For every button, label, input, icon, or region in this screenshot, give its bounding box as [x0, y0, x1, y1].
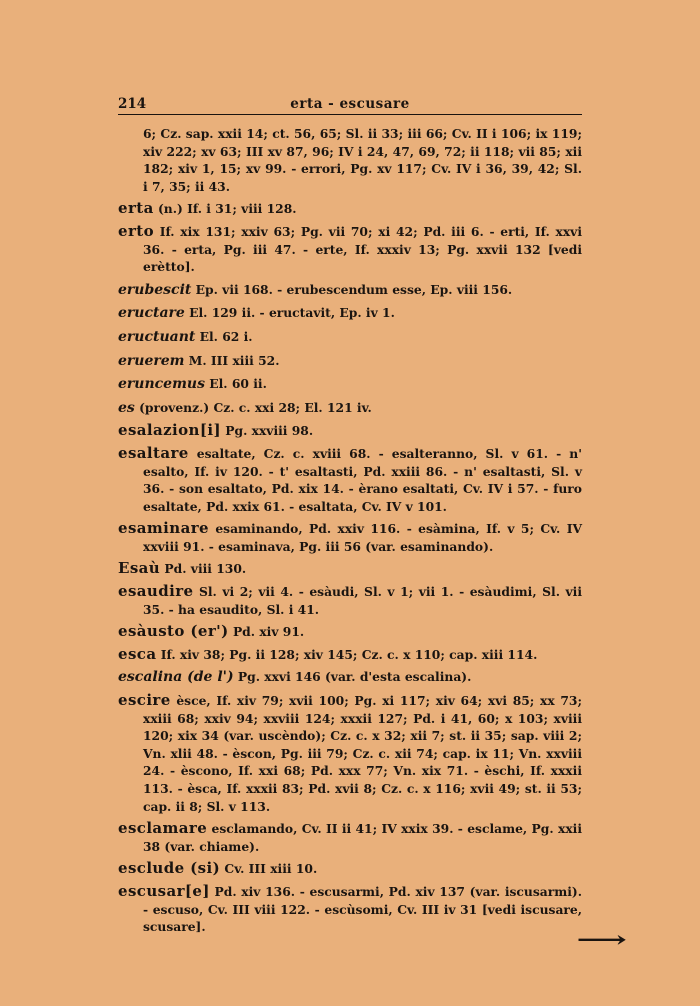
dictionary-entry [118, 304, 582, 323]
dictionary-entry [118, 200, 582, 218]
entry-citations: If. xix 131; xxiv 63; Pg. vii 70; xi 42; Pd. iii 6. - erti, If. xxvi 36. - erta, Pg. iii 47. - erte, If. xxxiv 13; Pg. xxvii 132 [vedi erètto]. [143, 223, 582, 275]
entry-citations: El. 62 i. [199, 328, 253, 344]
running-title: erta - escusare [290, 96, 410, 112]
entry-citations: Pg. xxvi 146 (var. d'esta escalina). [237, 669, 472, 685]
dictionary-entry [118, 860, 582, 878]
dictionary-entry [118, 281, 582, 300]
entry-lemma: eruerem [118, 352, 185, 369]
dictionary-entry [118, 399, 582, 418]
dictionary-entry [118, 560, 582, 578]
entry-lemma: esclude (si) [118, 859, 221, 878]
dictionary-entry [118, 623, 582, 641]
entry-citations: esaminando, Pd. xxiv 116. - esàmina, If. v 5; Cv. IV xxviii 91. - esaminava, Pg. iii 56 (var. esaminando). [143, 521, 583, 554]
entry-lemma: escire [118, 691, 171, 710]
entry-citations: Pd. xiv 136. - escusarmi, Pd. xiv 137 (var. iscusarmi). - escuso, Cv. III viii 122. - escùsomi, Cv. III iv 31 [vedi iscusare, scusare]. [143, 883, 583, 935]
entry-citations: 6; Cz. sap. xxii 14; ct. 56, 65; Sl. ii 33; iii 66; Cv. II i 106; ix 119; xiv 222; xv 63; III xv 87, 96; IV i 24, 47, 69, 72; ii 118; vii 85; xii 182; xiv 1, 15; xv 99. - errori, Pg. xv 117; Cv. IV i 36, 39, 42; Sl. i 7, 35; ii 43. [143, 126, 582, 194]
entry-lemma: erta [118, 199, 154, 218]
entry-lemma: esaudire [118, 582, 194, 601]
dictionary-entry [118, 445, 582, 515]
dictionary-page [118, 96, 582, 941]
entry-lemma: es [118, 399, 135, 416]
dictionary-entry [118, 820, 582, 855]
entry-lemma: esaltare [118, 443, 189, 462]
entry-citations: èsce, If. xiv 79; xvii 100; Pg. xi 117; xiv 64; xvi 85; xx 73; xxiii 68; xxiv 94; xxviii 124; xxxii 127; Pd. i 41, 60; x 103; xviii 120; xix 34 (var. uscèndo); Cz. c. x 32; xii 7; st. ii 35; sap. viii 2; Vn. xlii 48. - èscon, Pg. iii 79; Cz. c. xii 74; cap. ix 11; Vn. xxviii 24. - èscono, If. xxi 68; Pd. xxx 77; Vn. xix 71. - èschi, If. xxxii 113. - èsca, If. xxxii 83; Pd. xvii 8; Cz. c. x 116; xvii 49; st. ii 53; cap. ii 8; Sl. v 113. [143, 693, 582, 814]
entry-citations: Pd. xiv 91. [232, 624, 305, 640]
dictionary-entry [118, 668, 582, 687]
entry-citations: Sl. vi 2; vii 4. - esàudi, Sl. v 1; vii 1. - esàudimi, Sl. vii 35. - ha esaudito, Sl. i 41. [143, 584, 582, 617]
entry-lemma: escalina (de l') [118, 669, 234, 686]
entry-continuation [118, 125, 582, 195]
entry-lemma: erubescit [118, 281, 192, 298]
dictionary-entry [118, 520, 582, 555]
hand-pointer-mark: ⟶ [576, 927, 628, 953]
entry-citations: Ep. vii 168. - erubescendum esse, Ep. viii 156. [195, 281, 513, 297]
entry-list [118, 125, 582, 936]
entry-citations: If. xiv 38; Pg. ii 128; xiv 145; Cz. c. x 110; cap. xiii 114. [160, 646, 538, 662]
dictionary-entry [118, 883, 582, 936]
dictionary-entry [118, 422, 582, 440]
entry-lemma: escusar[e] [118, 881, 210, 900]
entry-lemma: esca [118, 644, 157, 663]
entry-lemma: esclamare [118, 819, 208, 838]
dictionary-entry [118, 646, 582, 664]
dictionary-entry [118, 375, 582, 394]
entry-lemma: esalazion[i] [118, 421, 221, 440]
dictionary-entry [118, 352, 582, 371]
dictionary-entry [118, 328, 582, 347]
entry-lemma: eructare [118, 305, 185, 322]
page-header [118, 96, 582, 115]
entry-citations: Cv. III xiii 10. [224, 861, 318, 877]
entry-lemma: esàusto (er') [118, 622, 229, 641]
entry-citations: (provenz.) Cz. c. xxi 28; El. 121 iv. [139, 399, 372, 415]
dictionary-entry [118, 583, 582, 618]
entry-lemma: erto [118, 221, 154, 240]
entry-citations: Pd. viii 130. [164, 561, 247, 577]
page-number: 214 [118, 96, 147, 112]
entry-citations: El. 129 ii. - eructavit, Ep. iv 1. [189, 305, 395, 321]
entry-citations: M. III xiii 52. [188, 352, 280, 368]
entry-citations: esaltate, Cz. c. xviii 68. - esalteranno, Sl. v 61. - n' esalto, If. iv 120. - t' esaltasti, Pd. xxiii 86. - n' esaltasti, Sl. v 36. - son esaltato, Pd. xix 14. - èrano esaltati, Cv. IV i 57. - furo esaltate, Pd. xxix 61. - esaltata, Cv. IV v 101. [143, 445, 583, 514]
entry-citations: Pg. xxviii 98. [225, 423, 314, 439]
dictionary-entry [118, 223, 582, 276]
dictionary-entry [118, 692, 582, 815]
entry-citations: esclamando, Cv. II ii 41; IV xxix 39. - esclame, Pg. xxii 38 (var. chiame). [143, 821, 582, 854]
entry-citations: (n.) If. i 31; viii 128. [157, 201, 297, 217]
entry-lemma: Esaù [118, 559, 161, 578]
entry-citations: El. 60 ii. [209, 376, 267, 392]
entry-lemma: eruncemus [118, 376, 205, 393]
entry-lemma: eructuant [118, 328, 196, 345]
entry-lemma: esaminare [118, 519, 209, 538]
